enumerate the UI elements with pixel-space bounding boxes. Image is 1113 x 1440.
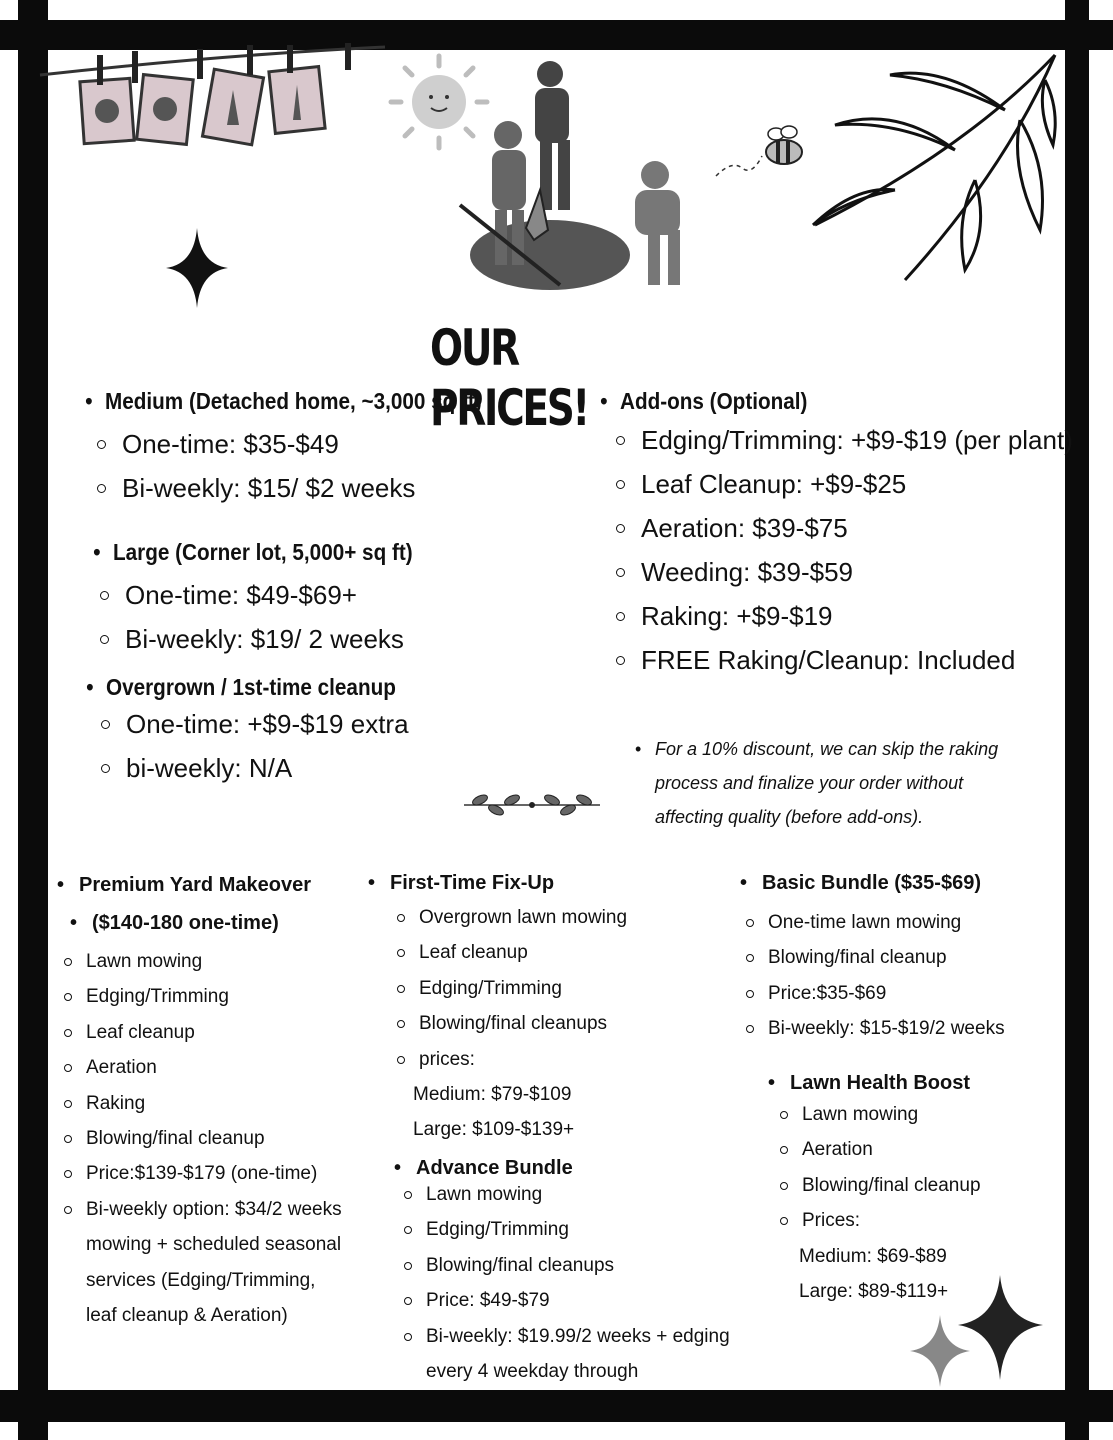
addons-section [620, 386, 1073, 682]
list-item: Bi-weekly: $15/ $2 weeks [122, 466, 524, 510]
list-item: FREE Raking/Cleanup: Included [641, 638, 1073, 682]
large-section [113, 537, 446, 661]
list-item: Leaf cleanup [86, 1015, 342, 1050]
lawn-health-heading: • Lawn Health Boost [790, 1065, 981, 1101]
basic-section [762, 864, 1005, 1047]
list-item-continuation: every 4 weekday through [426, 1361, 639, 1383]
advance-heading: • Advance Bundle [416, 1151, 730, 1185]
list-item: Leaf cleanup [419, 935, 627, 970]
list-item: Bi-weekly option: $34/2 weeks [86, 1192, 342, 1227]
frame-bottom [0, 1390, 1113, 1422]
bee-icon [712, 120, 812, 180]
premium-heading: • Premium Yard Makeover [79, 866, 342, 904]
large-heading: • Large (Corner lot, 5,000+ sq ft) [113, 537, 413, 567]
list-item: Leaf Cleanup: +$9-$25 [641, 462, 1073, 506]
list-item-continuation: leaf cleanup & Aeration) [86, 1305, 288, 1327]
list-item: Price: $49-$79 [426, 1283, 730, 1318]
list-item: Bi-weekly: $15-$19/2 weeks [768, 1011, 1005, 1046]
sparkle-cluster-icon [908, 1275, 1048, 1390]
frame-left [18, 0, 48, 1440]
list-item: Aeration [802, 1132, 981, 1167]
sparkle-icon [166, 228, 228, 308]
price-line: Medium: $69-$89 [799, 1245, 947, 1267]
list-item: Edging/Trimming [419, 971, 627, 1006]
overgrown-heading: • Overgrown / 1st-time cleanup [106, 672, 396, 702]
frame-right [1065, 0, 1089, 1440]
price-line: Large: $109-$139+ [413, 1119, 575, 1141]
list-item: Overgrown lawn mowing [419, 900, 627, 935]
gardeners-illustration [440, 60, 720, 300]
list-item: Aeration [86, 1050, 342, 1085]
list-item: Raking: +$9-$19 [641, 594, 1073, 638]
list-item: prices: [419, 1042, 627, 1077]
list-item: One-time lawn mowing [768, 905, 1005, 940]
premium-section [79, 866, 342, 1333]
list-item: Price:$35-$69 [768, 976, 1005, 1011]
basic-heading: • Basic Bundle ($35-$69) [762, 864, 1005, 902]
list-item: One-time: $35-$49 [122, 422, 524, 466]
hanging-plant-cards-illustration [40, 45, 400, 155]
list-item: Lawn mowing [426, 1177, 730, 1212]
overgrown-section [106, 672, 428, 790]
addons-heading: • Add-ons (Optional) [620, 386, 1028, 416]
list-item: Blowing/final cleanup [802, 1168, 981, 1203]
laurel-divider-icon [462, 790, 602, 820]
list-item: Blowing/final cleanups [419, 1006, 627, 1041]
list-item-continuation: services (Edging/Trimming, [86, 1269, 316, 1291]
list-item: Edging/Trimming [86, 979, 342, 1014]
list-item: Blowing/final cleanup [768, 940, 1005, 975]
list-item: One-time: +$9-$19 extra [126, 702, 428, 746]
page-title: OUR PRICES! [430, 319, 588, 437]
list-item: One-time: $49-$69+ [125, 573, 446, 617]
medium-section [105, 386, 524, 510]
list-item: Raking [86, 1086, 342, 1121]
list-item: Lawn mowing [86, 944, 342, 979]
list-item: Bi-weekly: $19.99/2 weeks + edging [426, 1319, 730, 1354]
advance-section [416, 1151, 730, 1389]
leaf-branch-illustration [805, 50, 1065, 290]
list-item: Blowing/final cleanup [86, 1121, 342, 1156]
premium-price-heading: • ($140-180 one-time) [92, 904, 342, 942]
list-item: Aeration: $39-$75 [641, 506, 1073, 550]
medium-heading: • Medium (Detached home, ~3,000 sq ft) [105, 386, 482, 416]
list-item: Prices: [802, 1203, 981, 1238]
list-item-continuation: mowing + scheduled seasonal [86, 1234, 342, 1256]
list-item: Bi-weekly: $19/ 2 weeks [125, 617, 446, 661]
list-item: Edging/Trimming: +$9-$19 (per plant) [641, 418, 1073, 462]
list-item: Edging/Trimming [426, 1212, 730, 1247]
first-time-section [390, 864, 627, 1148]
lawn-health-section [790, 1065, 981, 1309]
price-line: Medium: $79-$109 [413, 1084, 572, 1106]
price-line: Large: $89-$119+ [799, 1281, 949, 1303]
list-item: bi-weekly: N/A [126, 746, 428, 790]
discount-note: • For a 10% discount, we can skip the raking process and finalize your order without affecting quality (before add-ons). [655, 732, 1015, 834]
list-item: Blowing/final cleanups [426, 1248, 730, 1283]
list-item: Weeding: $39-$59 [641, 550, 1073, 594]
list-item: Price:$139-$179 (one-time) [86, 1156, 342, 1191]
list-item: Lawn mowing [802, 1097, 981, 1132]
first-time-heading: • First-Time Fix-Up [390, 864, 627, 902]
